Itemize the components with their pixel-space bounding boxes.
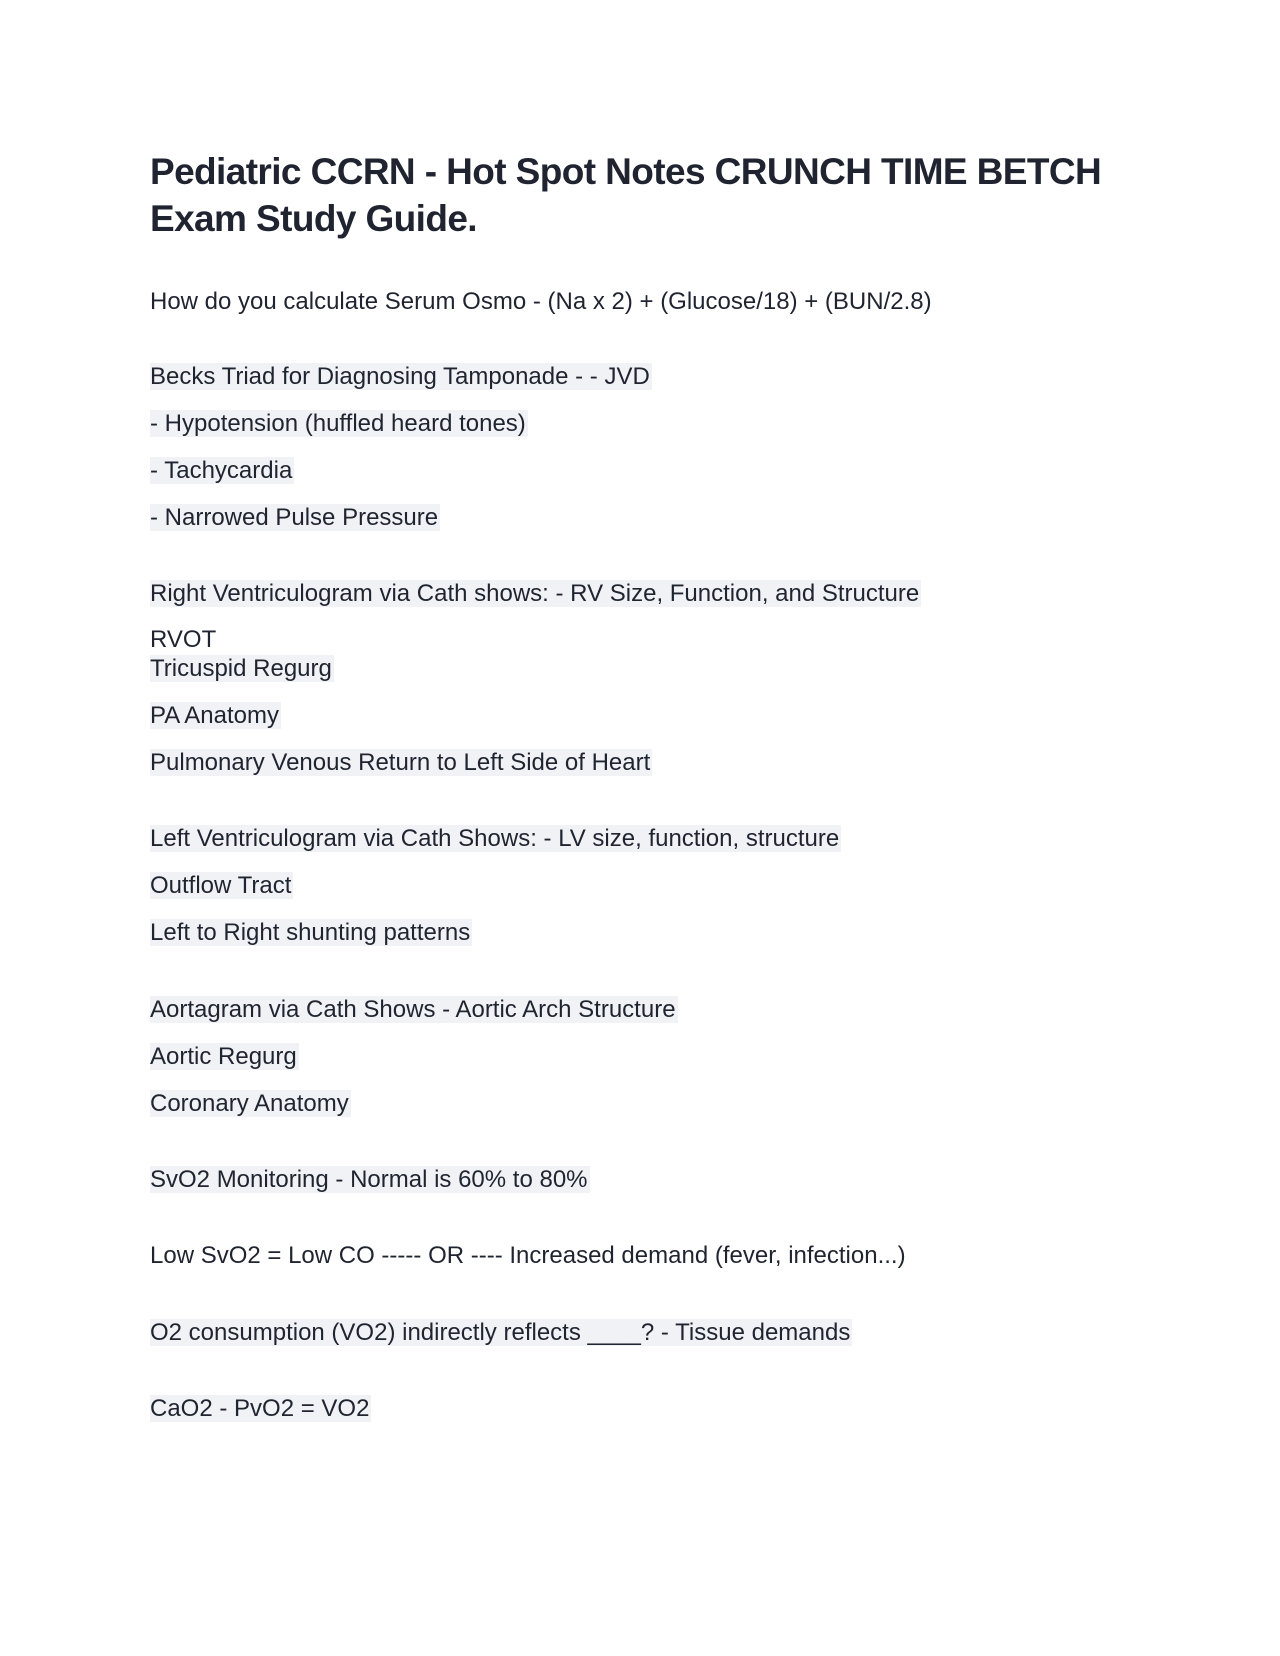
text-line [150, 1394, 371, 1424]
line-text: O2 consumption (VO2) indirectly reflects ____? - Tissue demands [150, 1319, 851, 1346]
text-line [150, 1241, 906, 1271]
line-text: Becks Triad for Diagnosing Tamponade - - JVD [150, 363, 650, 390]
line-text: Outflow Tract [150, 872, 292, 899]
text-line [150, 1042, 299, 1072]
line-text: PA Anatomy [150, 702, 279, 729]
line-text: CaO2 - PvO2 = VO2 [150, 1395, 370, 1422]
text-line [150, 579, 921, 609]
line-text: Left to Right shunting patterns [150, 919, 471, 946]
text-line [150, 654, 334, 684]
text-line [150, 918, 472, 948]
line-text: Left Ventriculogram via Cath Shows: - LV size, function, structure [150, 825, 840, 852]
text-line [150, 625, 216, 655]
page-title [150, 148, 1150, 242]
line-text: - Tachycardia [150, 457, 293, 484]
text-line [150, 995, 678, 1025]
line-text: Pulmonary Venous Return to Left Side of Heart [150, 749, 651, 776]
document-title [150, 148, 1150, 242]
line-text: How do you calculate Serum Osmo - (Na x 2) + (Glucose/18) + (BUN/2.8) [150, 288, 932, 315]
title-line-2: Exam Study Guide. [150, 198, 477, 239]
text-line [150, 362, 652, 392]
line-text: RVOT [150, 626, 217, 653]
line-text: Low SvO2 = Low CO ----- OR ---- Increased demand (fever, infection...) [150, 1242, 906, 1269]
text-line [150, 871, 293, 901]
text-line [150, 287, 932, 317]
text-line [150, 824, 841, 854]
text-line [150, 1089, 351, 1119]
line-text: - Narrowed Pulse Pressure [150, 504, 439, 531]
line-text: Coronary Anatomy [150, 1090, 349, 1117]
text-line [150, 456, 294, 486]
line-text: Right Ventriculogram via Cath shows: - RV Size, Function, and Structure [150, 580, 920, 607]
line-text: Tricuspid Regurg [150, 655, 332, 682]
text-line [150, 1318, 852, 1348]
text-line [150, 1165, 590, 1195]
text-line [150, 409, 528, 439]
text-line [150, 701, 281, 731]
line-text: SvO2 Monitoring - Normal is 60% to 80% [150, 1166, 588, 1193]
text-line [150, 503, 440, 533]
line-text: Aortic Regurg [150, 1043, 297, 1070]
line-text: Aortagram via Cath Shows - Aortic Arch Structure [150, 996, 676, 1023]
title-line-1: Pediatric CCRN - Hot Spot Notes CRUNCH TIME BETCH [150, 151, 1102, 192]
line-text: - Hypotension (huffled heard tones) [150, 410, 526, 437]
text-line [150, 748, 652, 778]
